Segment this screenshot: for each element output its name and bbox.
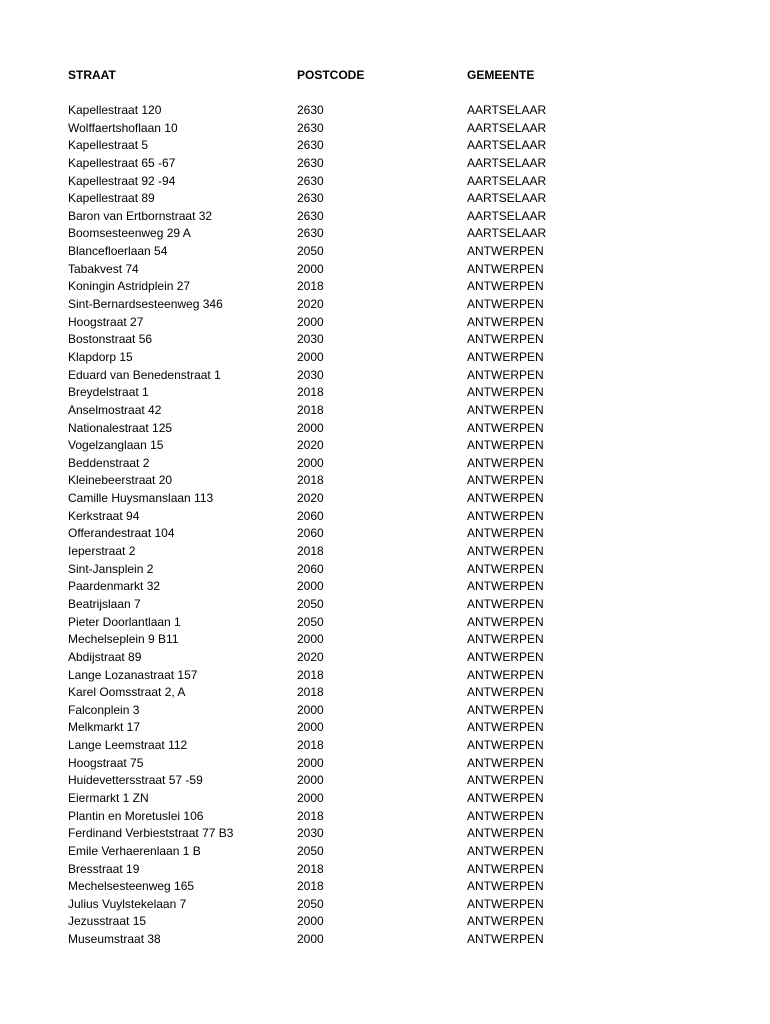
street-cell: Museumstraat 38 xyxy=(68,932,161,947)
postcode-cell: 2018 xyxy=(297,279,324,294)
postcode-cell: 2018 xyxy=(297,473,324,488)
table-row xyxy=(0,137,770,155)
postcode-cell: 2630 xyxy=(297,120,324,135)
city-cell: AARTSELAAR xyxy=(467,155,547,170)
city-cell: ANTWERPEN xyxy=(467,932,544,947)
city-cell: ANTWERPEN xyxy=(467,473,544,488)
table-row xyxy=(0,437,770,455)
table-row xyxy=(0,614,770,632)
street-cell: Kapellestraat 5 xyxy=(68,138,149,153)
table-row xyxy=(0,490,770,508)
postcode-cell: 2018 xyxy=(297,808,324,823)
postcode-cell: 2060 xyxy=(297,526,324,541)
city-cell: ANTWERPEN xyxy=(467,579,544,594)
table-row xyxy=(0,913,770,931)
table-row xyxy=(0,173,770,191)
postcode-cell: 2030 xyxy=(297,367,324,382)
street-cell: Pieter Doorlantlaan 1 xyxy=(68,614,181,629)
table-row xyxy=(0,808,770,826)
city-cell: ANTWERPEN xyxy=(467,879,544,894)
street-cell: Sint-Bernardsesteenweg 346 xyxy=(68,297,223,312)
city-cell: ANTWERPEN xyxy=(467,385,544,400)
postcode-cell: 2050 xyxy=(297,614,324,629)
table-row xyxy=(0,561,770,579)
postcode-cell: 2020 xyxy=(297,438,324,453)
table-row xyxy=(0,631,770,649)
table-row xyxy=(0,314,770,332)
postcode-cell: 2630 xyxy=(297,191,324,206)
street-cell: Camille Huysmanslaan 113 xyxy=(68,491,214,506)
postcode-cell: 2000 xyxy=(297,314,324,329)
table-row xyxy=(0,578,770,596)
postcode-cell: 2000 xyxy=(297,932,324,947)
postcode-cell: 2020 xyxy=(297,649,324,664)
street-cell: Abdijstraat 89 xyxy=(68,649,142,664)
table-row xyxy=(0,861,770,879)
table-row xyxy=(0,702,770,720)
table-row xyxy=(0,931,770,949)
street-cell: Hoogstraat 75 xyxy=(68,755,144,770)
city-cell: ANTWERPEN xyxy=(467,843,544,858)
postcode-cell: 2018 xyxy=(297,402,324,417)
city-cell: ANTWERPEN xyxy=(467,826,544,841)
street-cell: Lange Lozanastraat 157 xyxy=(68,667,198,682)
street-cell: Baron van Ertbornstraat 32 xyxy=(68,208,213,223)
table-row xyxy=(0,455,770,473)
postcode-cell: 2000 xyxy=(297,755,324,770)
street-cell: Boomsesteenweg 29 A xyxy=(68,226,191,241)
table-row xyxy=(0,543,770,561)
table-row xyxy=(0,261,770,279)
postcode-cell: 2020 xyxy=(297,491,324,506)
postcode-cell: 2630 xyxy=(297,138,324,153)
postcode-cell: 2018 xyxy=(297,861,324,876)
street-cell: Eduard van Benedenstraat 1 xyxy=(68,367,221,382)
street-cell: Vogelzanglaan 15 xyxy=(68,438,164,453)
postcode-cell: 2018 xyxy=(297,667,324,682)
postcode-cell: 2630 xyxy=(297,208,324,223)
postcode-cell: 2018 xyxy=(297,685,324,700)
street-cell: Kapellestraat 65 -67 xyxy=(68,155,176,170)
city-cell: AARTSELAAR xyxy=(467,208,547,223)
street-cell: Bresstraat 19 xyxy=(68,861,140,876)
street-cell: Blancefloerlaan 54 xyxy=(68,244,168,259)
table-row xyxy=(0,102,770,120)
table-row xyxy=(0,737,770,755)
table-row xyxy=(0,384,770,402)
city-cell: ANTWERPEN xyxy=(467,349,544,364)
city-cell: ANTWERPEN xyxy=(467,332,544,347)
postcode-cell: 2050 xyxy=(297,843,324,858)
street-cell: Falconplein 3 xyxy=(68,702,140,717)
city-cell: AARTSELAAR xyxy=(467,138,547,153)
city-cell: AARTSELAAR xyxy=(467,191,547,206)
city-cell: ANTWERPEN xyxy=(467,420,544,435)
table-row xyxy=(0,190,770,208)
postcode-cell: 2000 xyxy=(297,455,324,470)
city-cell: ANTWERPEN xyxy=(467,402,544,417)
table-row xyxy=(0,278,770,296)
city-cell: ANTWERPEN xyxy=(467,755,544,770)
table-body xyxy=(0,102,770,949)
table-row xyxy=(0,243,770,261)
street-cell: Beddenstraat 2 xyxy=(68,455,150,470)
street-cell: Breydelstraat 1 xyxy=(68,385,149,400)
postcode-cell: 2018 xyxy=(297,544,324,559)
street-cell: Kapellestraat 89 xyxy=(68,191,155,206)
street-cell: Anselmostraat 42 xyxy=(68,402,162,417)
city-cell: ANTWERPEN xyxy=(467,596,544,611)
postcode-cell: 2000 xyxy=(297,790,324,805)
city-cell: ANTWERPEN xyxy=(467,297,544,312)
table-row xyxy=(0,155,770,173)
street-cell: Mechelsesteenweg 165 xyxy=(68,879,195,894)
postcode-cell: 2050 xyxy=(297,896,324,911)
postcode-cell: 2030 xyxy=(297,332,324,347)
postcode-cell: 2000 xyxy=(297,579,324,594)
table-row xyxy=(0,508,770,526)
table-row xyxy=(0,367,770,385)
city-cell: ANTWERPEN xyxy=(467,526,544,541)
table-row xyxy=(0,896,770,914)
city-cell: ANTWERPEN xyxy=(467,685,544,700)
street-cell: Mechelseplein 9 B11 xyxy=(68,632,179,647)
city-cell: AARTSELAAR xyxy=(467,103,547,117)
street-cell: Karel Oomsstraat 2, A xyxy=(68,685,186,700)
street-cell: Offerandestraat 104 xyxy=(68,526,175,541)
street-cell: Kapellestraat 120 xyxy=(68,103,162,117)
table-row xyxy=(0,878,770,896)
street-cell: Melkmarkt 17 xyxy=(68,720,141,735)
street-cell: Wolffaertshoflaan 10 xyxy=(68,120,178,135)
postcode-cell: 2000 xyxy=(297,914,324,929)
table-row xyxy=(0,684,770,702)
street-cell: Nationalestraat 125 xyxy=(68,420,173,435)
city-cell: AARTSELAAR xyxy=(467,120,547,135)
street-cell: Eiermarkt 1 ZN xyxy=(68,790,149,805)
postcode-cell: 2060 xyxy=(297,561,324,576)
postcode-cell: 2000 xyxy=(297,773,324,788)
city-cell: ANTWERPEN xyxy=(467,808,544,823)
city-cell: ANTWERPEN xyxy=(467,544,544,559)
street-cell: Sint-Jansplein 2 xyxy=(68,561,154,576)
city-cell: ANTWERPEN xyxy=(467,279,544,294)
street-cell: Ieperstraat 2 xyxy=(68,544,136,559)
street-cell: Koningin Astridplein 27 xyxy=(68,279,191,294)
table-row xyxy=(0,755,770,773)
city-cell: ANTWERPEN xyxy=(467,914,544,929)
street-cell: Kerkstraat 94 xyxy=(68,508,140,523)
street-cell: Tabakvest 74 xyxy=(68,261,139,276)
street-cell: Plantin en Moretuslei 106 xyxy=(68,808,204,823)
city-cell: ANTWERPEN xyxy=(467,790,544,805)
city-cell: ANTWERPEN xyxy=(467,561,544,576)
table-header xyxy=(0,67,770,83)
table-row xyxy=(0,825,770,843)
postcode-cell: 2000 xyxy=(297,702,324,717)
city-cell: ANTWERPEN xyxy=(467,244,544,259)
city-cell: ANTWERPEN xyxy=(467,438,544,453)
city-cell: ANTWERPEN xyxy=(467,649,544,664)
table-row xyxy=(0,208,770,226)
table-row xyxy=(0,349,770,367)
postcode-cell: 2000 xyxy=(297,261,324,276)
street-cell: Jezusstraat 15 xyxy=(68,914,147,929)
table-row xyxy=(0,472,770,490)
city-cell: ANTWERPEN xyxy=(467,861,544,876)
city-cell: ANTWERPEN xyxy=(467,491,544,506)
postcode-cell: 2630 xyxy=(297,155,324,170)
table-row xyxy=(0,596,770,614)
table-row xyxy=(0,790,770,808)
street-cell: Klapdorp 15 xyxy=(68,349,133,364)
header-street: STRAAT xyxy=(68,68,116,82)
street-cell: Bostonstraat 56 xyxy=(68,332,153,347)
postcode-cell: 2018 xyxy=(297,385,324,400)
table-row xyxy=(0,225,770,243)
city-cell: ANTWERPEN xyxy=(467,367,544,382)
street-cell: Ferdinand Verbieststraat 77 B3 xyxy=(68,826,234,841)
city-cell: ANTWERPEN xyxy=(467,896,544,911)
table-row xyxy=(0,296,770,314)
table-row xyxy=(0,649,770,667)
postcode-cell: 2030 xyxy=(297,826,324,841)
city-cell: ANTWERPEN xyxy=(467,632,544,647)
city-cell: ANTWERPEN xyxy=(467,667,544,682)
postcode-cell: 2630 xyxy=(297,173,324,188)
city-cell: ANTWERPEN xyxy=(467,738,544,753)
postcode-cell: 2018 xyxy=(297,879,324,894)
street-cell: Kleinebeerstraat 20 xyxy=(68,473,173,488)
city-cell: ANTWERPEN xyxy=(467,773,544,788)
table-row xyxy=(0,719,770,737)
street-cell: Beatrijslaan 7 xyxy=(68,596,141,611)
table-row xyxy=(0,843,770,861)
street-cell: Huidevettersstraat 57 -59 xyxy=(68,773,203,788)
postcode-cell: 2000 xyxy=(297,632,324,647)
city-cell: AARTSELAAR xyxy=(467,226,547,241)
city-cell: ANTWERPEN xyxy=(467,508,544,523)
city-cell: ANTWERPEN xyxy=(467,455,544,470)
table-row xyxy=(0,667,770,685)
street-cell: Kapellestraat 92 -94 xyxy=(68,173,176,188)
table-row xyxy=(0,525,770,543)
postcode-cell: 2000 xyxy=(297,720,324,735)
city-cell: ANTWERPEN xyxy=(467,702,544,717)
street-cell: Lange Leemstraat 112 xyxy=(68,738,188,753)
street-cell: Paardenmarkt 32 xyxy=(68,579,161,594)
city-cell: AARTSELAAR xyxy=(467,173,547,188)
city-cell: ANTWERPEN xyxy=(467,314,544,329)
table-row xyxy=(0,402,770,420)
postcode-cell: 2000 xyxy=(297,349,324,364)
postcode-cell: 2060 xyxy=(297,508,324,523)
table-row xyxy=(0,120,770,138)
postcode-cell: 2050 xyxy=(297,244,324,259)
street-cell: Emile Verhaerenlaan 1 B xyxy=(68,843,201,858)
city-cell: ANTWERPEN xyxy=(467,720,544,735)
postcode-cell: 2018 xyxy=(297,738,324,753)
table-row xyxy=(0,331,770,349)
street-cell: Hoogstraat 27 xyxy=(68,314,144,329)
postcode-cell: 2000 xyxy=(297,420,324,435)
header-postcode: POSTCODE xyxy=(297,68,365,82)
table-row xyxy=(0,772,770,790)
city-cell: ANTWERPEN xyxy=(467,261,544,276)
street-cell: Julius Vuylstekelaan 7 xyxy=(68,896,187,911)
table-row xyxy=(0,420,770,438)
postcode-cell: 2630 xyxy=(297,103,324,117)
postcode-cell: 2050 xyxy=(297,596,324,611)
header-city: GEMEENTE xyxy=(467,68,535,82)
postcode-cell: 2630 xyxy=(297,226,324,241)
postcode-cell: 2020 xyxy=(297,297,324,312)
city-cell: ANTWERPEN xyxy=(467,614,544,629)
